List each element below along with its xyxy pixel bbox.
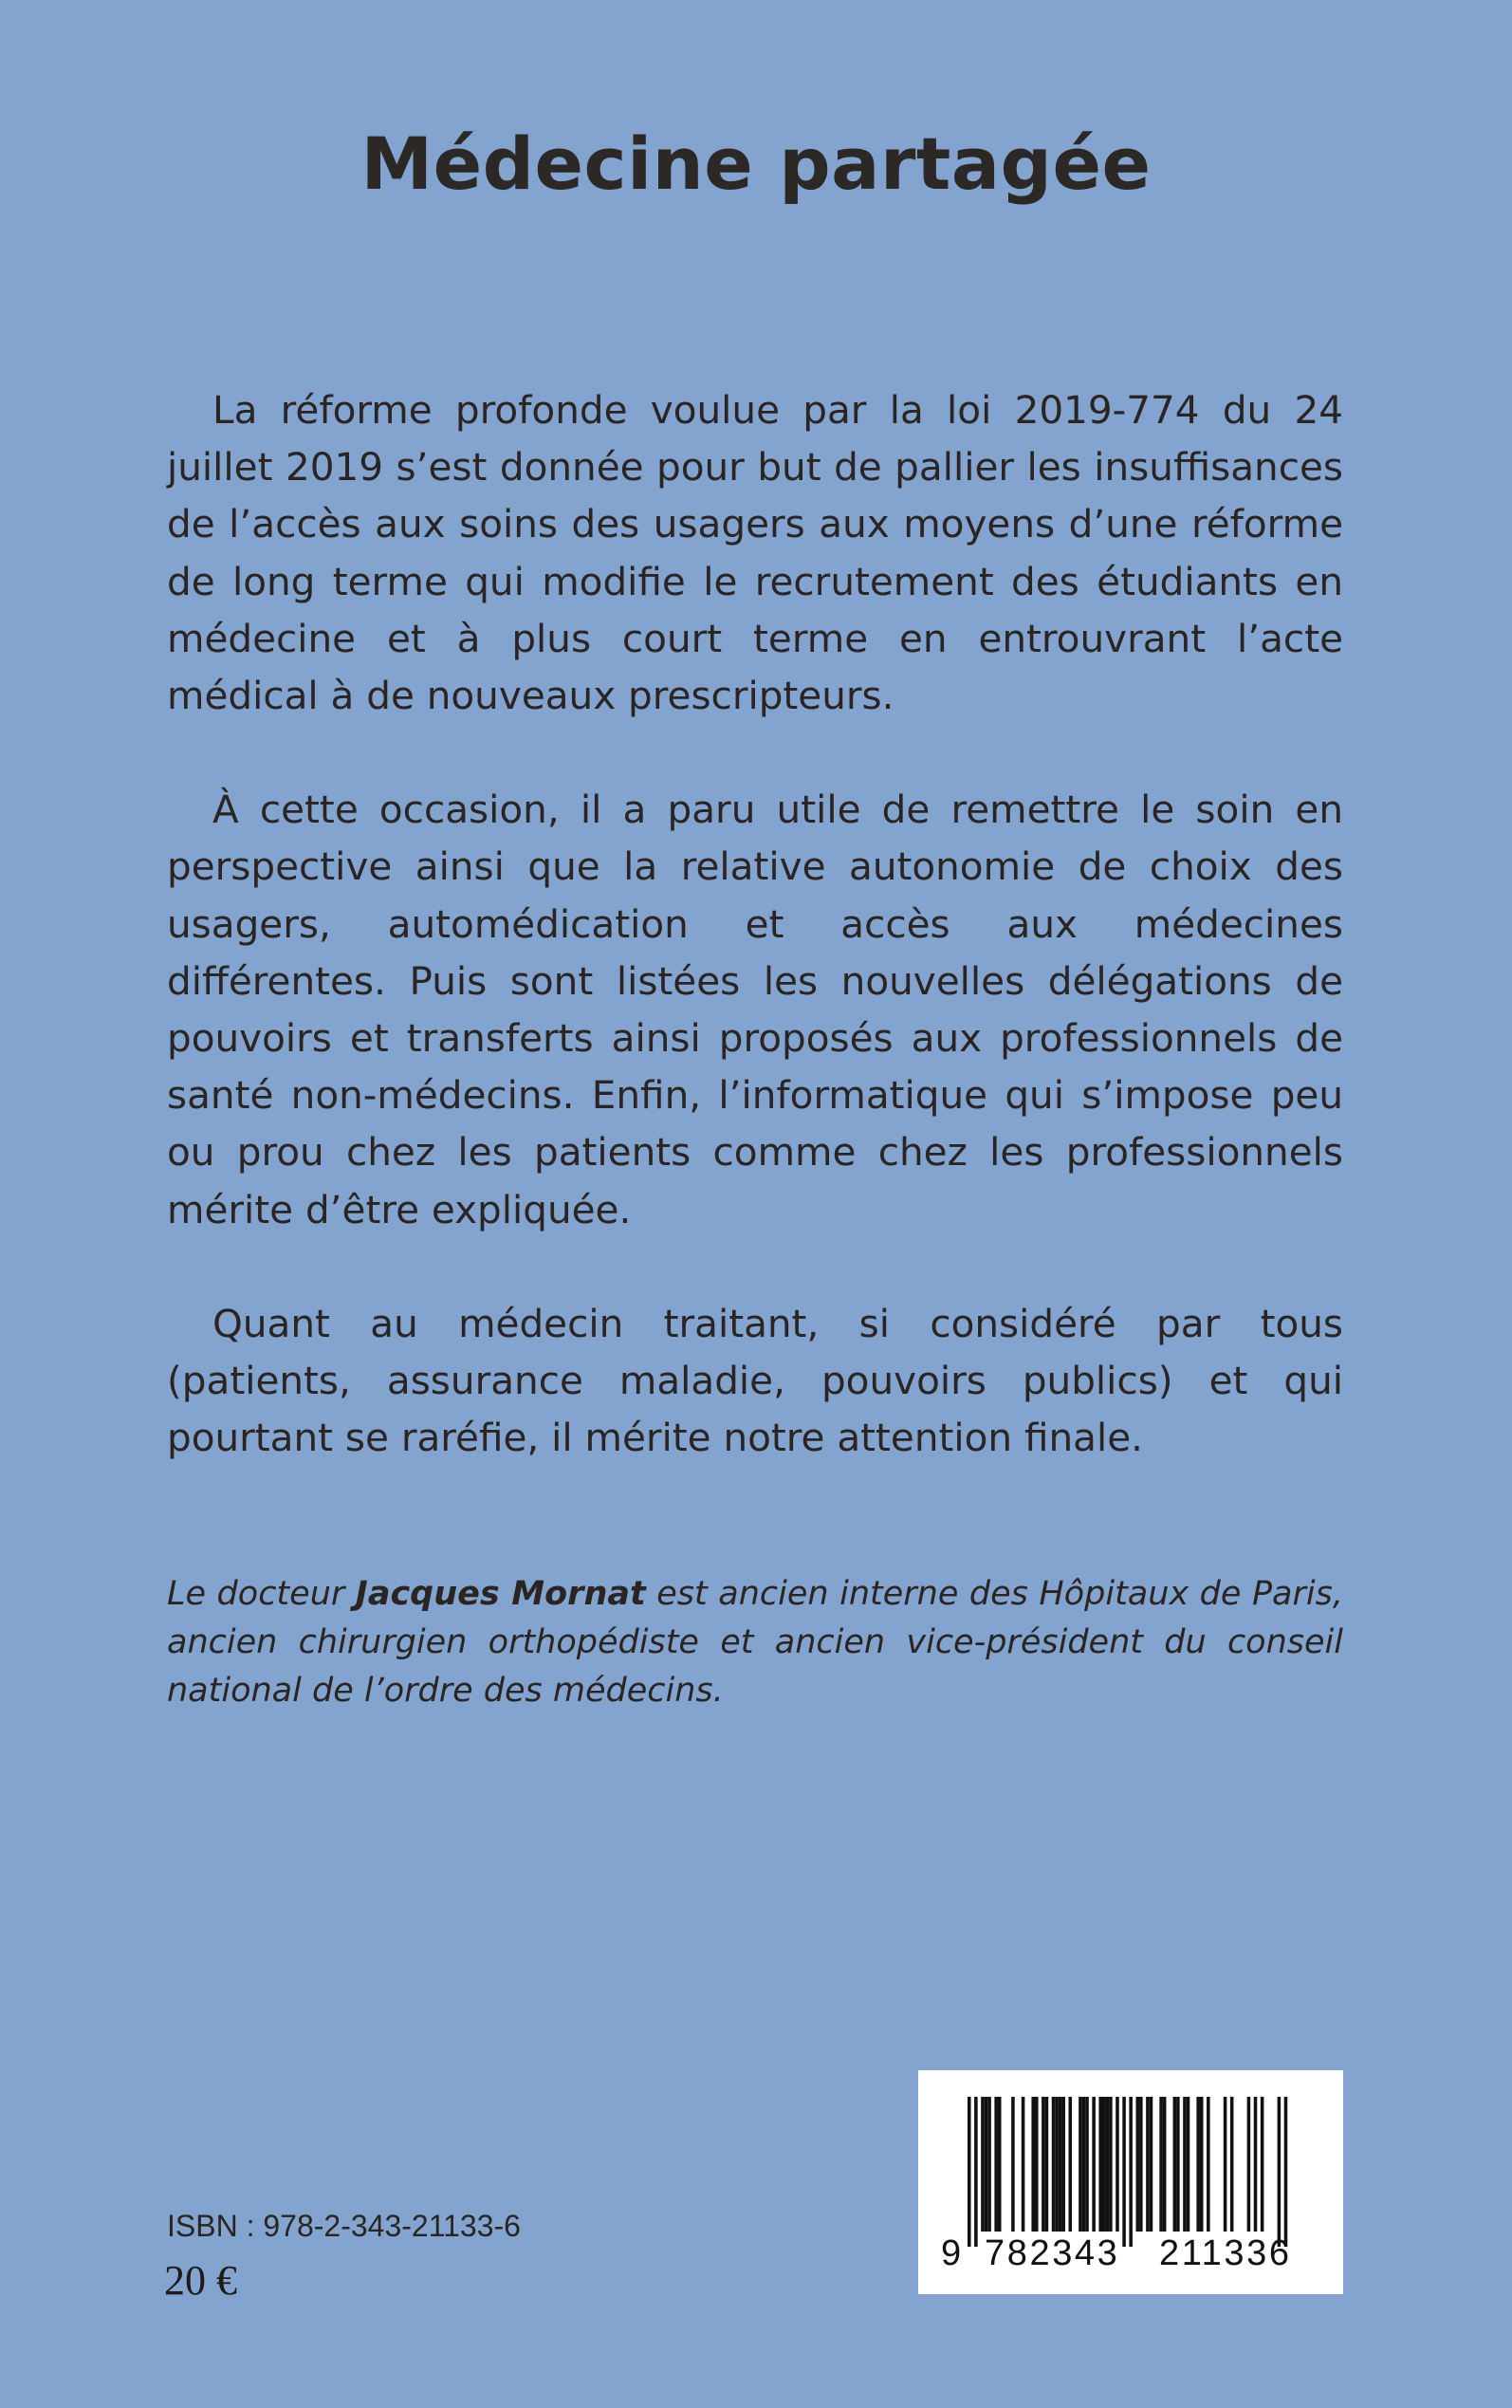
blurb-paragraph-1: La réforme profonde voulue par la loi 2019-774 du 24 juillet 2019 s’est donnée pour but de pallier les insuffisances de l’accès aux soins des usagers aux moyens d’une réforme de long terme qui modifie le recrutement des étudiants en médecine et à plus court terme en entrouvrant l’acte médical à de nouveaux prescripteurs.: [167, 387, 1343, 719]
barcode-bar: [1116, 2097, 1119, 2232]
blurb-paragraph-2: À cette occasion, il a paru utile de remettre le soin en perspective ainsi que la relative autonomie de choix des usagers, automédication et accès aux médecines différentes. Puis sont listées les nouvelles délégations de pouvoirs et transferts ainsi proposés aux professionnels de santé non-médecins. Enfin, l’informatique qui s’impose peu ou prou chez les patients comme chez les professionnels mérite d’être expliquée.: [167, 787, 1343, 1232]
barcode-bar: [1207, 2097, 1210, 2232]
barcode-bar: [1031, 2097, 1035, 2232]
barcode: [918, 2070, 1343, 2294]
barcode-bar: [1139, 2097, 1143, 2232]
isbn-label: ISBN : 978-2-343-21133-6: [167, 2209, 521, 2243]
barcode-bar: [968, 2097, 971, 2247]
barcode-bar: [1022, 2097, 1025, 2232]
barcode-bar: [1278, 2097, 1282, 2247]
barcode-bar: [1176, 2097, 1180, 2232]
author-bio: [167, 1570, 1343, 1715]
barcode-bar: [1230, 2097, 1234, 2232]
blurb-paragraph-3: Quant au médecin traitant, si considéré par tous (patients, assurance maladie, pouvoirs publics) et qui pourtant se raréfie, il mérite notre attention finale.: [167, 1300, 1343, 1461]
barcode-bar: [1055, 2097, 1059, 2232]
barcode-bar: [1035, 2097, 1039, 2232]
barcode-bar: [1150, 2097, 1153, 2232]
barcode-bar: [1085, 2097, 1089, 2232]
barcode-bar: [981, 2097, 985, 2232]
price-label: 20 €: [164, 2257, 237, 2304]
book-title: Médecine partagée: [360, 121, 1152, 206]
barcode-bar: [1042, 2097, 1045, 2232]
barcode-bar: [1224, 2097, 1227, 2232]
author-bio-prefix: Le docteur: [167, 1575, 356, 1613]
barcode-bar: [1146, 2097, 1150, 2232]
barcode-bar: [1173, 2097, 1177, 2232]
barcode-bar: [1082, 2097, 1086, 2232]
barcode-bar: [1122, 2097, 1126, 2247]
back-cover-blurb: [167, 381, 1343, 1523]
barcode-bar: [1109, 2097, 1113, 2232]
barcode-group-2: 211336: [1159, 2233, 1292, 2273]
author-bio-suffix: est ancien interne des Hôpitaux de Paris, ancien chirurgien orthopédiste et ancien vice-président du conseil national de l’ordre des médecins.: [167, 1575, 1343, 1710]
barcode-bar: [1284, 2097, 1288, 2247]
barcode-bar: [1011, 2097, 1015, 2232]
barcode-bar: [1061, 2097, 1065, 2232]
barcode-bar: [1261, 2097, 1264, 2232]
barcode-bar: [1183, 2097, 1187, 2232]
barcode-bar: [1187, 2097, 1190, 2232]
barcode-bar: [994, 2097, 998, 2232]
barcode-bar: [1079, 2097, 1082, 2232]
barcode-bar: [1129, 2097, 1133, 2247]
barcode-bar: [1052, 2097, 1056, 2232]
barcode-bar: [1247, 2097, 1251, 2232]
barcode-bar: [1102, 2097, 1106, 2232]
barcode-bar: [1069, 2097, 1073, 2232]
barcode-bar: [1200, 2097, 1204, 2232]
barcode-bar: [1196, 2097, 1200, 2232]
barcode-bar: [998, 2097, 1002, 2232]
author-name: Jacques Mornat: [355, 1575, 646, 1613]
barcode-bar: [1136, 2097, 1140, 2232]
barcode-bar: [974, 2097, 978, 2247]
barcode-bar: [1106, 2097, 1110, 2232]
barcode-bar: [985, 2097, 988, 2232]
barcode-lead-digit: 9: [941, 2233, 962, 2273]
barcode-group-1: 782343: [985, 2233, 1120, 2273]
barcode-bar: [1159, 2097, 1163, 2232]
barcode-bar: [1254, 2097, 1258, 2232]
barcode-bar: [1092, 2097, 1096, 2232]
barcode-bar: [987, 2097, 991, 2232]
barcode-bar: [1098, 2097, 1102, 2232]
barcode-bar: [1045, 2097, 1049, 2232]
barcode-bar: [1059, 2097, 1062, 2232]
barcode-bar: [1163, 2097, 1167, 2232]
